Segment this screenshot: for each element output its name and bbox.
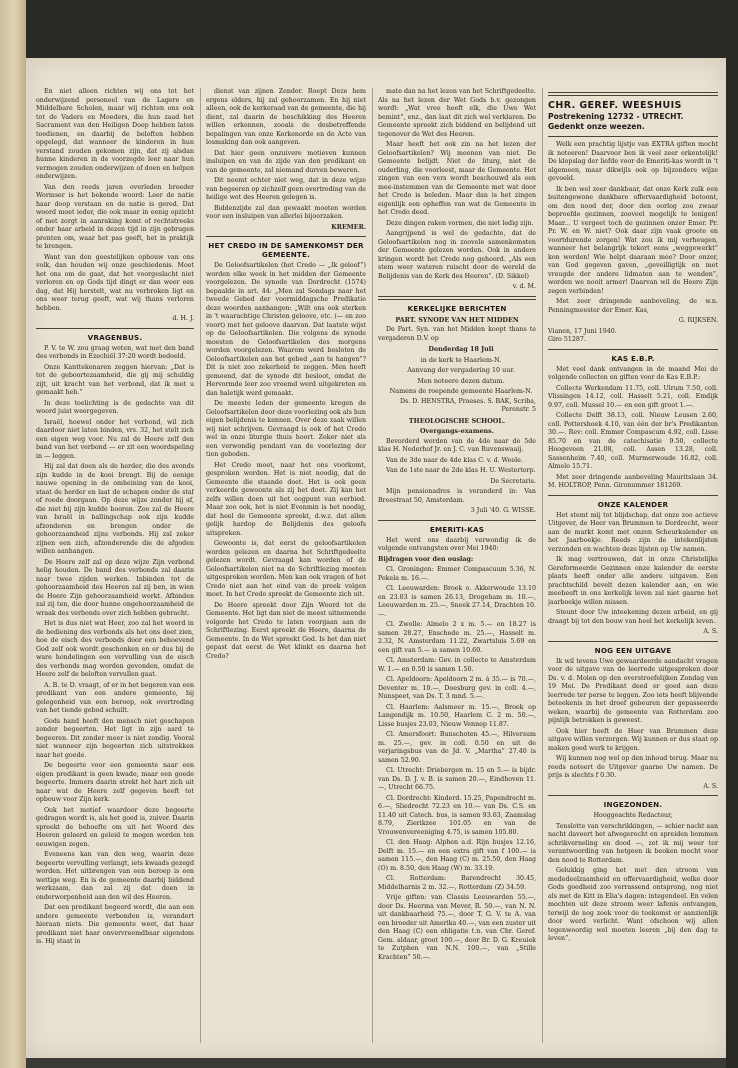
paragraph: Cl. den Haag: Alphen a.d. Rijn busjes 12.16, Delft m. 15.— en een extra gift van f 100.— is samen 115.—, den Haag (C) m. 25.50, den Haag (O) m. 8.50, den Haag (W) m. 33.19. [378, 839, 536, 872]
paragraph: Cl. Rotterdam: Barendrecht 30.45, Middelharnis 2 m. 32.—, Rotterdam (Z) 34.59. [378, 875, 536, 891]
paragraph: Dat een predikant begeerd wordt, die aan een andere gemeente verbonden is, verandert hieraan niets. Die gemeente weet, dat haar predikant niet haar onvervreemdbaar eigendom is. Hij staat in [36, 904, 194, 945]
newspaper-page [26, 58, 726, 1058]
paragraph: Maar heeft het ook zin na het lezen der Geloofsartikelen? Wij meenen van niet. De Gemeente belijdt. Niet de liturg, niet de ouderling, die voorleest, maar de Gemeente. Het zingen van een vers wordt beschouwd als een mee-instemmen van de Gemeente met wat door het Credo is beleden. Maar dan is het zingen eigenlijk een opheffen van wat de Gemeente in het Credo deed. [378, 141, 536, 216]
signature: v. d. M. [512, 283, 536, 290]
paragraph: Cl. Leeuwarden: Broek o. Akkerwoude 13.10 en 23.03 is samen 26.13, Drogeham m. 10.—, Leeuwarden m. 25.—, Sneek 27.14, Drachten 10.—. [378, 585, 536, 618]
section-heading-emeriti-kas: EMERITI-KAS [429, 524, 485, 534]
subheading: Overgangs-examens. [419, 427, 494, 435]
masthead-subtitle: Postrekening 12732 - UTRECHT. Gedenkt onze weezen. [548, 112, 684, 131]
scan-border-right [726, 58, 738, 1068]
signature: A. S. [703, 628, 718, 635]
paragraph: En niet alleen richten wij ons tot het onderwijzend personeel van de Lagere en Middelbare Scholen, maar wij richten ons ook tot de Vaders en Moeders, die hun zaad het Sacrament van den Heiligen Doop hebben laten toedienen, en daarbij de beloften hebben opgelegd, dat wanneer de kinderen in hun verstand zouden gekomen zijn, dat zij alsdan hunne kinderen in de voorzegde leer naar hun vermogen zouden onderwijzen of doen en helpen onderwijzen. [36, 88, 194, 180]
column-divider [542, 88, 543, 1043]
section-rule [378, 520, 536, 521]
column-divider [200, 88, 201, 1043]
column-1 [36, 88, 194, 1048]
paragraph: Cl. Zwolle: Almelo 2 x m. 5.— en 18.27 is samen 28.27, Enschede m. 25.—, Hasselt m. 2.32, N. Amsterdam 11.22, Zwartsluis 5.69 en een gift van 5.— is samen 10.69. [378, 621, 536, 654]
paragraph: Israël, hoewel onder het verbond, wil zich daardoor niet laten binden, vrs. 32, het stelt zich een eigen weg voor. Nu zal de Heere zelf den band van het verbond — er zit een woordspeling in — leggen. [36, 418, 194, 460]
paragraph: Het stemt mij tot blijdschap, dat onze zoo actieve Uitgever, de Heer van Brummen te Dordrecht, weer aan de markt komt met onzen Scheurkalender en het Jaarboekje. Reeds zijn de intekenlijsten verzonden en wachten deze lijsten op Uw namen. [548, 511, 718, 553]
paragraph: Steunt door Uw inteekening dezen arbeid, en gij draagt bij tot den bouw van heel het kerkelijk leven. [548, 609, 718, 625]
section-heading-vragenbus: VRAGENBUS. [87, 332, 143, 342]
paragraph: Het is dus niet wat Heer, zoo zal het woord in de bediening des verbonds als het ons doet zien, hoe de eisch des verbonds door een behoevend God zelf ook wordt geschonken en er dus bij de ware hondelingen een vervulling van de eisch des verbonds mag worden gevonden, omdat de Heere zelf de beloften vervullen gaat. [36, 620, 194, 678]
meeting-location: in de kerk te Haarlem-N. [420, 355, 502, 364]
paragraph: P. V. te W. zou graag weten, wat met den band des verbonds in Ezechiël 37:20 wordt bedoeld. [36, 344, 194, 360]
paragraph: Deze dingen raken vormen, die niet ledig zijn. [386, 219, 534, 227]
paragraph: Het werd ons daarbij verwondig ik de volgende ontvangsten over Mei 1940: [378, 536, 536, 552]
section-heading-onze-kalender: ONZE KALENDER [597, 499, 669, 509]
subheading: THEOLOGISCHE SCHOOL. [408, 416, 506, 425]
column-divider [372, 88, 373, 1043]
meeting-date: Donderdag 18 Juli [428, 345, 494, 353]
paragraph: Gewoonte is, dat eerst de geloofsartikelen worden gelezen en daarna het Schriftgedeelte gelezen wordt. Gevraagd kan worden of de Geloofsartikelen niet na de Schriftlezing moeten uitgesproken worden. Men kan ook vragen of het Credo niet aan het eind van de preek volgen moet. In het Credo spreekt de Gemeente zich uit. [206, 540, 366, 598]
paragraph: dienst van zijnen Zender. Roept Deze hem ergens elders, hij zal gehoorzamen. En hij niet alleen, ook de kerkeraad van de gemeente, die hij dient, zal daarin de beschikking des Heeren willen erkennen, zooals de desbetreffende bepalingen van onze Kerkenorde en de Acte van losmaking dan ook aangeven. [206, 88, 366, 146]
paragraph: Collecte Delft 38.13, coll. Nieuw Leusen 2.60, coll. Pottershoek 4.10, van één der br's Predikanten 30.—. Rev: coll. Emmer Compascum 4.92, coll. Lisse 85.70 en van de catechisatie 9.50, collecte Hoogeveen 21.08, coll. Assen 13.28, coll. Sassenheim 7.40, coll. Murmerwoude 16.82, coll. Almelo 15.71. [548, 412, 718, 470]
paragraph: Dat hier geen onzuivere motieven kunnen insluipen en van de zijde van den predikant en van de gemeente, zal niemand durven beweren. [206, 149, 366, 174]
section-rule [548, 136, 718, 137]
paragraph: Eveneens kan van den weg, waarin deze begeerte vervulling verlangt, iets kwaads gezegd worden. Het uitbrengen van een beroep is een wettige weg. En is de gemeente daarbij biddend werkzaam, dan zal zij dat doen in onderworpenheid aan den wil des Heeren. [36, 851, 194, 901]
section-rule [378, 296, 536, 300]
section-rule [36, 328, 194, 329]
paragraph: De Heere zelf zal op deze wijze Zijn verbond helig houden. De band des verbonds zal daarin naar twee zijden werken. Inbinden tot de gehoorzaamheid des Heeren zal zij ben, in wien de Heere Zijn gehoorzaamheid werkt. Afbinden zal zij ten, die door hunne ongehoorzaamheid de wraak des verbonds over zich hebben gebracht. [36, 558, 194, 617]
paragraph: De Heere spreekt door Zijn Woord tot de Gemeente. Het ligt dan niet de meest uitnemende volgorde het Credo te laten voorgaan aan de Schriftlezing. Eerst spreekt de Heere, daarna de Gemeente. In de Wet spreekt God. Is het dan niet gepast dat eerst de Wet klinkt en daarna het Credo? [206, 601, 366, 660]
paragraph: Met zeer dringende aanbeveling Mauritslaan 34. M. HOLTROP, Penn. Gironummer 181269. [548, 473, 718, 489]
signature: A. S. [703, 782, 718, 790]
paragraph: Cl. Amsterdam: Gev. in collecte te Amsterdam W. 1.— en 0.50 is samen 1.50. [378, 657, 536, 673]
paragraph: Cl. Groningen: Emmer Compascuum 5.36, N. Pekela m. 16.—. [378, 566, 536, 582]
paragraph: Gods hand heeft den mensch niet geschapen zonder begeerten. Het ligt in zijn aard te begeeren. Dit zonder meer is niet zondig. Vooral niet wanneer zijn begeerten zich uitstrekken naar het goede. [36, 717, 194, 759]
paragraph: Dit neemt echter niet weg, dat in deze wijze van begeeren op zichzelf geen overtreding van de heilige wet des Heeren gelegen is. [206, 177, 366, 201]
paragraph: Ik wil tevens Uwe gewaardeerde aandacht vragen voor de uitgave van de leerrede uitgesproken door Ds. v. d. Molen op den overstroefelijken Zondag van 19 Mei. De Predikant deed er goed aan deze leerrede ter perse te leggen. Zoo iets heeft blijvende beteekenis in het droef gebeuren der gepasseerde weken, waarbij de gemeente van Rotterdam zoo pijnlijk betrokken is geweest. [548, 657, 718, 724]
paragraph: Bijdragen voor den ouslag: [378, 555, 474, 563]
section-heading-nog-een-uitgave: NOG EEN UITGAVE [594, 645, 672, 655]
paragraph: De meeste leden der gemeente kregen de Geloofsartikelen door deze voorlezing ook als hun eigen belijdenis te kennen. Over deze zaak willen wij niet schrijven. Gevraagd is ook of het Credo wel in onze liturgie thuis hoort. Zeker niet als een verwondig pendant van de voorlezing der tien geboden. [206, 400, 366, 458]
paragraph: Tenslotte van verschrikkingen, — schier nacht aan nacht daveert het afwegerecht en spreiden bommen schrikverneling en dood —, zet ik mij weer ter verantwoording van hetgeen ik beoken mocht voor den nood te Rotterdam. [548, 822, 718, 864]
section-rule [548, 641, 718, 642]
salutation: Hooggeachte Redacteur, [593, 812, 673, 819]
paragraph: Vrije giften: van Classis Leeuwarden 55.—, door Ds. Heerma van Mever, R. 50.—, van N. N. uit dankbaarheid 75.—, door T. G. V. te A. van een broeder uit Amerika 40.—, van een zuster uit den Haag (C) een obligatie t.n. van Chr. Geref. Gem. aldaar, groot 100.—, door Br. D. G. Kreuiek te Zutphen van N.N. 100.—, van „Stille Krachten” 50.—. [378, 894, 536, 961]
section-rule [548, 495, 718, 496]
section-heading-ingezonden: INGEZONDEN. [603, 800, 663, 809]
date-line: Vianen, 17 Juni 1940. Giro 51287. [548, 327, 617, 343]
paragraph: Biddenzijde zal dan gewaakt moeten worden voor een insluipen van allerlei bijoorzaken. [206, 204, 366, 220]
paragraph: Ook hier heeft de Heer van Brummen deze uitgave willen verzorgen. Wij kunnen er dus staat op maken goed werk te krijgen. [548, 727, 718, 752]
paragraph: Onze Kanttekenaren zeggen hiervan: „Dat is tot de geboortezaamheid, die gij mij schuldig zijt, uit kracht van het verbond, dat ik met u gemaakt heb.” [36, 363, 194, 396]
signature: De Secretaris. [490, 477, 536, 485]
meeting-note: Men noteere dezen datum. [417, 376, 505, 385]
paragraph: Cl. Amersfoort: Bunschoten 45.—, Hilversum m. 25.—, gev. in coll. 0.50 en uit de verjaringsbus van de Jd. V. „Martha” 27.40 is samen 52.90. [378, 731, 536, 764]
signature: G. RIJKSEN. [678, 317, 718, 324]
paragraph: Cl. Utrecht: Driebergen m. 15 en 5.— is bijdr. van Ds. D. J. v. B. is samen 20.—, Eindhoven 11.—, Utrecht 66.75. [378, 767, 536, 791]
paragraph: Met veel dank ontvangen in de maand Mei de volgende collecten en giften voor de Kas E.B.P.: [548, 365, 718, 381]
section-rule [548, 795, 718, 796]
column-3 [378, 88, 536, 1048]
section-rule [548, 349, 718, 350]
paragraph: Van de 3de naar de 4de klas C. v. d. Weele. [386, 456, 523, 464]
paragraph: Ik ben wel zeer dankbaar, dat onze Kerk zulk een buitengewone dankbare offervaardigheid betoont, om den nood der, door den oorlog zoo zwaar beproefde gezinnen, zooveel mogelijk te lenigen! Maar... U vergeet toch de gezinnen onzer Emer. Pr. Pr. W. en W. niet? Ook daar zijn vaak groote en voortdurende zorgen! Wat zou ik mij verheugen, wanneer het belangrijk tekort eens „weggewerkt” kon worden! Wie helpt daaraan mee? Door onzer, van God gegeven gaven, „geveilligtijk en met vreugde der andere lidmaten aan te wenden”, worden we nooit armer! Daarvan wil de Heere Zijn zegen verbinden! [548, 185, 718, 295]
paragraph: A. B. te D. vraagt, of er in het begeren van een predikant van een andere gemeente, bij gelegenheid van een beroep, ook overtreding van het tiende gebod schuilt. [36, 681, 194, 714]
paragraph: Ook het motief waardoor deze begeerte gedragen wordt is, als het goed is, zuiver. Daarin spreekt de behoefte om uit het Woord des Heeren geleerd en geleid te mogen worden ten eeuwigen zegen. [36, 806, 194, 848]
paragraph: Cl. Apeldoorn: Apeldoorn 2 m. à 35.— is 70.—, Deventer m. 10.—, Doesburg gev. in coll. 4.—, Nunspeet, van Ds. T. 3 mnd. 5.—. [378, 676, 536, 700]
paragraph: Welk een prachtig lijstje van EXTRA giften mocht ik noteeren! Daarvoor ben ik veel zeer erkentelijk! De klopslag der liefde voor de Emeriti-kas wordt in 't algemeen, maar dikwijls ook op bijzondere wijze gevoeld. [548, 141, 718, 182]
section-heading-credo: HET CREDO IN DE SAMENKOMST DER GEMEENTE. [208, 241, 364, 259]
section-rule [206, 236, 366, 237]
paragraph: Collecte Werkendam 11.75, coll. Ulrum 7.50, coll. Vlissingen 14.12, coll. Hasselt 5.21, coll. Emdijk 9.97, coll. Mussel 10.— en een gift groot 1.—. [548, 384, 718, 409]
paragraph: Mijn pensionadres is veranderd in: Van Breestraat 50, Amsterdam. [378, 488, 536, 504]
paragraph: De Geloofsartikelen (het Credo — „Ik geloof”) worden elke week in het midden der Gemeente voorgelezen. De synode van Dordrecht (1574) bepaalde in art. 44: „Men zal Sondags naar het tweede Gebed der voormiddagsche Predikatie deze woorden aanhangen: „Wilt ons ook sterken in 't waarachtige Christen geloove, etc. (— en zoo voort) met het geloove daarvan. Dat laatste wijst op de Geloofsartikelen. Die volgens de synode moesten de Geloofsartikelen des morgens worden voorgelezen. Waarom werd besloten de Geloofsartikelen aan het gebed „aan te hangen”? Dit is niet zoo zekerheid te zeggen. Men heeft gemeend, dat de synode dit besloot, omdat de Hervormde leer zoo vreemd werd uitgekreten en dan haletijk werd gemaakt. [206, 262, 366, 397]
paragraph: Van de 1ste naar de 2de klas H. U. Westerterp. [386, 467, 536, 474]
scan-border-top [26, 0, 738, 58]
paragraph: Ik mag vertrouwen, dat in onze Christelijke Gereformeerde Gezinnen onze kalender de eerste plaats heeft onder alle andere uitgaven. Een prachtschild bevelt dezen kalender aan, en wie meeheeft in ons kerkelijk leven zal niet gaarne het jaarboekje willen missen. [548, 556, 718, 606]
paragraph: Bevorderd werden van de 4de naar de 5de klas H. Nederhof Jr. en J. C. van Ruvenswaaij. [378, 437, 536, 453]
meeting-issuer: Namens de roepende gemeente Haarlem-N. [389, 387, 533, 395]
paragraph: Wij kunnen nog wel op den inhoud terug. Maar nu reeds noteert de Uitgever gaarne Uw namen. De prijs is slechts f 0.30. [548, 755, 718, 779]
signature: Ds. D. HENSTRA, Praeses. S. BAK, Scriba, Perenstr. 5 [399, 397, 536, 413]
paragraph: Want van den geestelijken opbouw van ons volk, dan houden wij onze geschiedenis. Moet het ons om de gaat, dat het voorgeslacht niet verloren en op Gods tijd dingt er dan weer een dag, dat Hij herstelt, wat nu verbroken ligt en ons weer terug geeft, wat wij thans verloren hebben. [36, 253, 194, 312]
paragraph: Met zeer dringende aanbeveling, de w.n. Penningmeester der Emer. Kas, [548, 298, 718, 314]
signature: d. H. J. [172, 315, 194, 322]
column-4 [548, 88, 718, 1048]
paragraph: Aangrijpend is wel de gedachte, dat de Geloofsartikelen nog in zoovele samenkomsten der Gemeente gelezen worden. Ook in andere kringen wordt het Credo nog gehoord. „Als een stem weer wateren ruischt door de wereld de Belijdenis van de Kerk des Heeren”. (D. Sikkel) [378, 230, 536, 280]
paragraph: mate dan na het lezen van het Schriftgedeelte. Als na het lezen der Wet Gods b.v. gezongen wordt: „Wat vree heeft elk, die Uwe Wet bemint”, enz., dan laat dit zich wel verklaren. De Gemeente spreekt zich biddend en belijdend uit tegenover de Wet des Heeren. [378, 88, 536, 138]
paragraph: Van den reeds jaren overleden broeder Wormser is het bekende woord: Leer de natie haar doop verstaan en de natie is gered. Dat woord moet ieder, die ook maar in eenig opzicht of met zorgt in aanraking komt of rechtstreeks onder haar arbeid in dezen tijd in zijn gebrugen prenten om, waar het pas geeft, het in praktijk te brengen. [36, 183, 194, 250]
section-heading-kas-ebp: KAS E.B.P. [611, 353, 655, 363]
paragraph: Cl. Haarlem: Aalsmeer m. 15.—, Broek op Langendijk m. 10.50, Haarlem C. 2 m. 50.—, Lisse busjes 23.03, Nieuw Vennep 11.87. [378, 703, 536, 728]
subheading: PART. SYNODE VAN HET MIDDEN [395, 315, 519, 324]
paragraph: Cl. Dordrecht: Kinderd. 15.25, Papendrecht m. 6.—, Sliedrecht 72.23 en 10.— van Ds. C.S. en 11.40 uit Catech. bus, is samen 93.63, Zaamslag 8.79, Zierikzee 101.05 en van de Vrouwenvereeniging 4.75, is samen 105.80. [378, 794, 536, 836]
binding-spine [0, 0, 26, 1068]
masthead-title: CHR. GEREF. WEESHUIS [548, 100, 682, 111]
masthead-rule [548, 92, 718, 96]
paragraph: Gelukkig ging het met den stroom van mededeelzaamheid en offervaardigheid, welke door Gods goedheid zoo verrassend ontsprong, nog niet als met de Kitt in Elia's dagen: integendeel. En velen mochten uit deze stroom weer lafenis ontvangen, terwijl de nog zoek voor de toekomst er aanzienlijk door werd verlicht. Want ofschoon wij allen tegenwoordig wel moeten leeren „bij den dag te leven”, [548, 867, 718, 942]
paragraph: Hij zal dat doen als de herder, die des avonds zijn kudde in de kooi brengt. Bij de eenige nauwe opening in de omheining van de kooi, staat de herder en laat de schapen onder de staf of roede doorgaan. Op deze wijze zonder hij af, die niet bij zijn kudde hooren. Zoo zal de Heere van Israël in ballingschap ook zijn kudde afzonderen en brengen onder de gehoorzaamheid zijns verbonds. Hij zal zeker zijnen een zich, afzonderende die de afgoden willen aanhangen. [36, 463, 194, 555]
paragraph: De begeerte voor een gemeente naar een eigen predikant is geen kwade, maar een goede begeerte. Immers daarin strekt het hart zich uit naar wat de Heere zelf gegeven heeft tot opbouw voor Zijn kerk. [36, 762, 194, 803]
paragraph: Het Credo moet, naar het ons voorkomt, gesproken worden. Het is niet noodig, dat de Gemeente die staande doet. Het is ook geen verkeerde gewoonte als zij het doet. Zij kan het zelfs willen doen uit het oogpunt van eerbied. Maar zoo ook, het is niet Evenmin is het noodig, dat heel de Gemeente spreekt, d.w.z. dat allen gelijk hardop de Belijdenis des geloofs uitspreken. [206, 461, 366, 537]
signature: 3 Juli '40. G. WISSE. [470, 507, 536, 514]
meeting-time: Aanvang der vergadering 10 uur. [407, 366, 515, 374]
section-heading-kerkelijke-berichten: KERKELIJKE BERICHTEN [407, 303, 507, 313]
column-2 [206, 88, 366, 1048]
paragraph: De Part. Syn. van het Midden koopt thans te vergaderen D.V. op [378, 326, 536, 342]
paragraph: In deze toelichting is de gedachte van dit woord juist weergegeven. [36, 399, 194, 415]
signature: KREMER. [331, 223, 366, 231]
